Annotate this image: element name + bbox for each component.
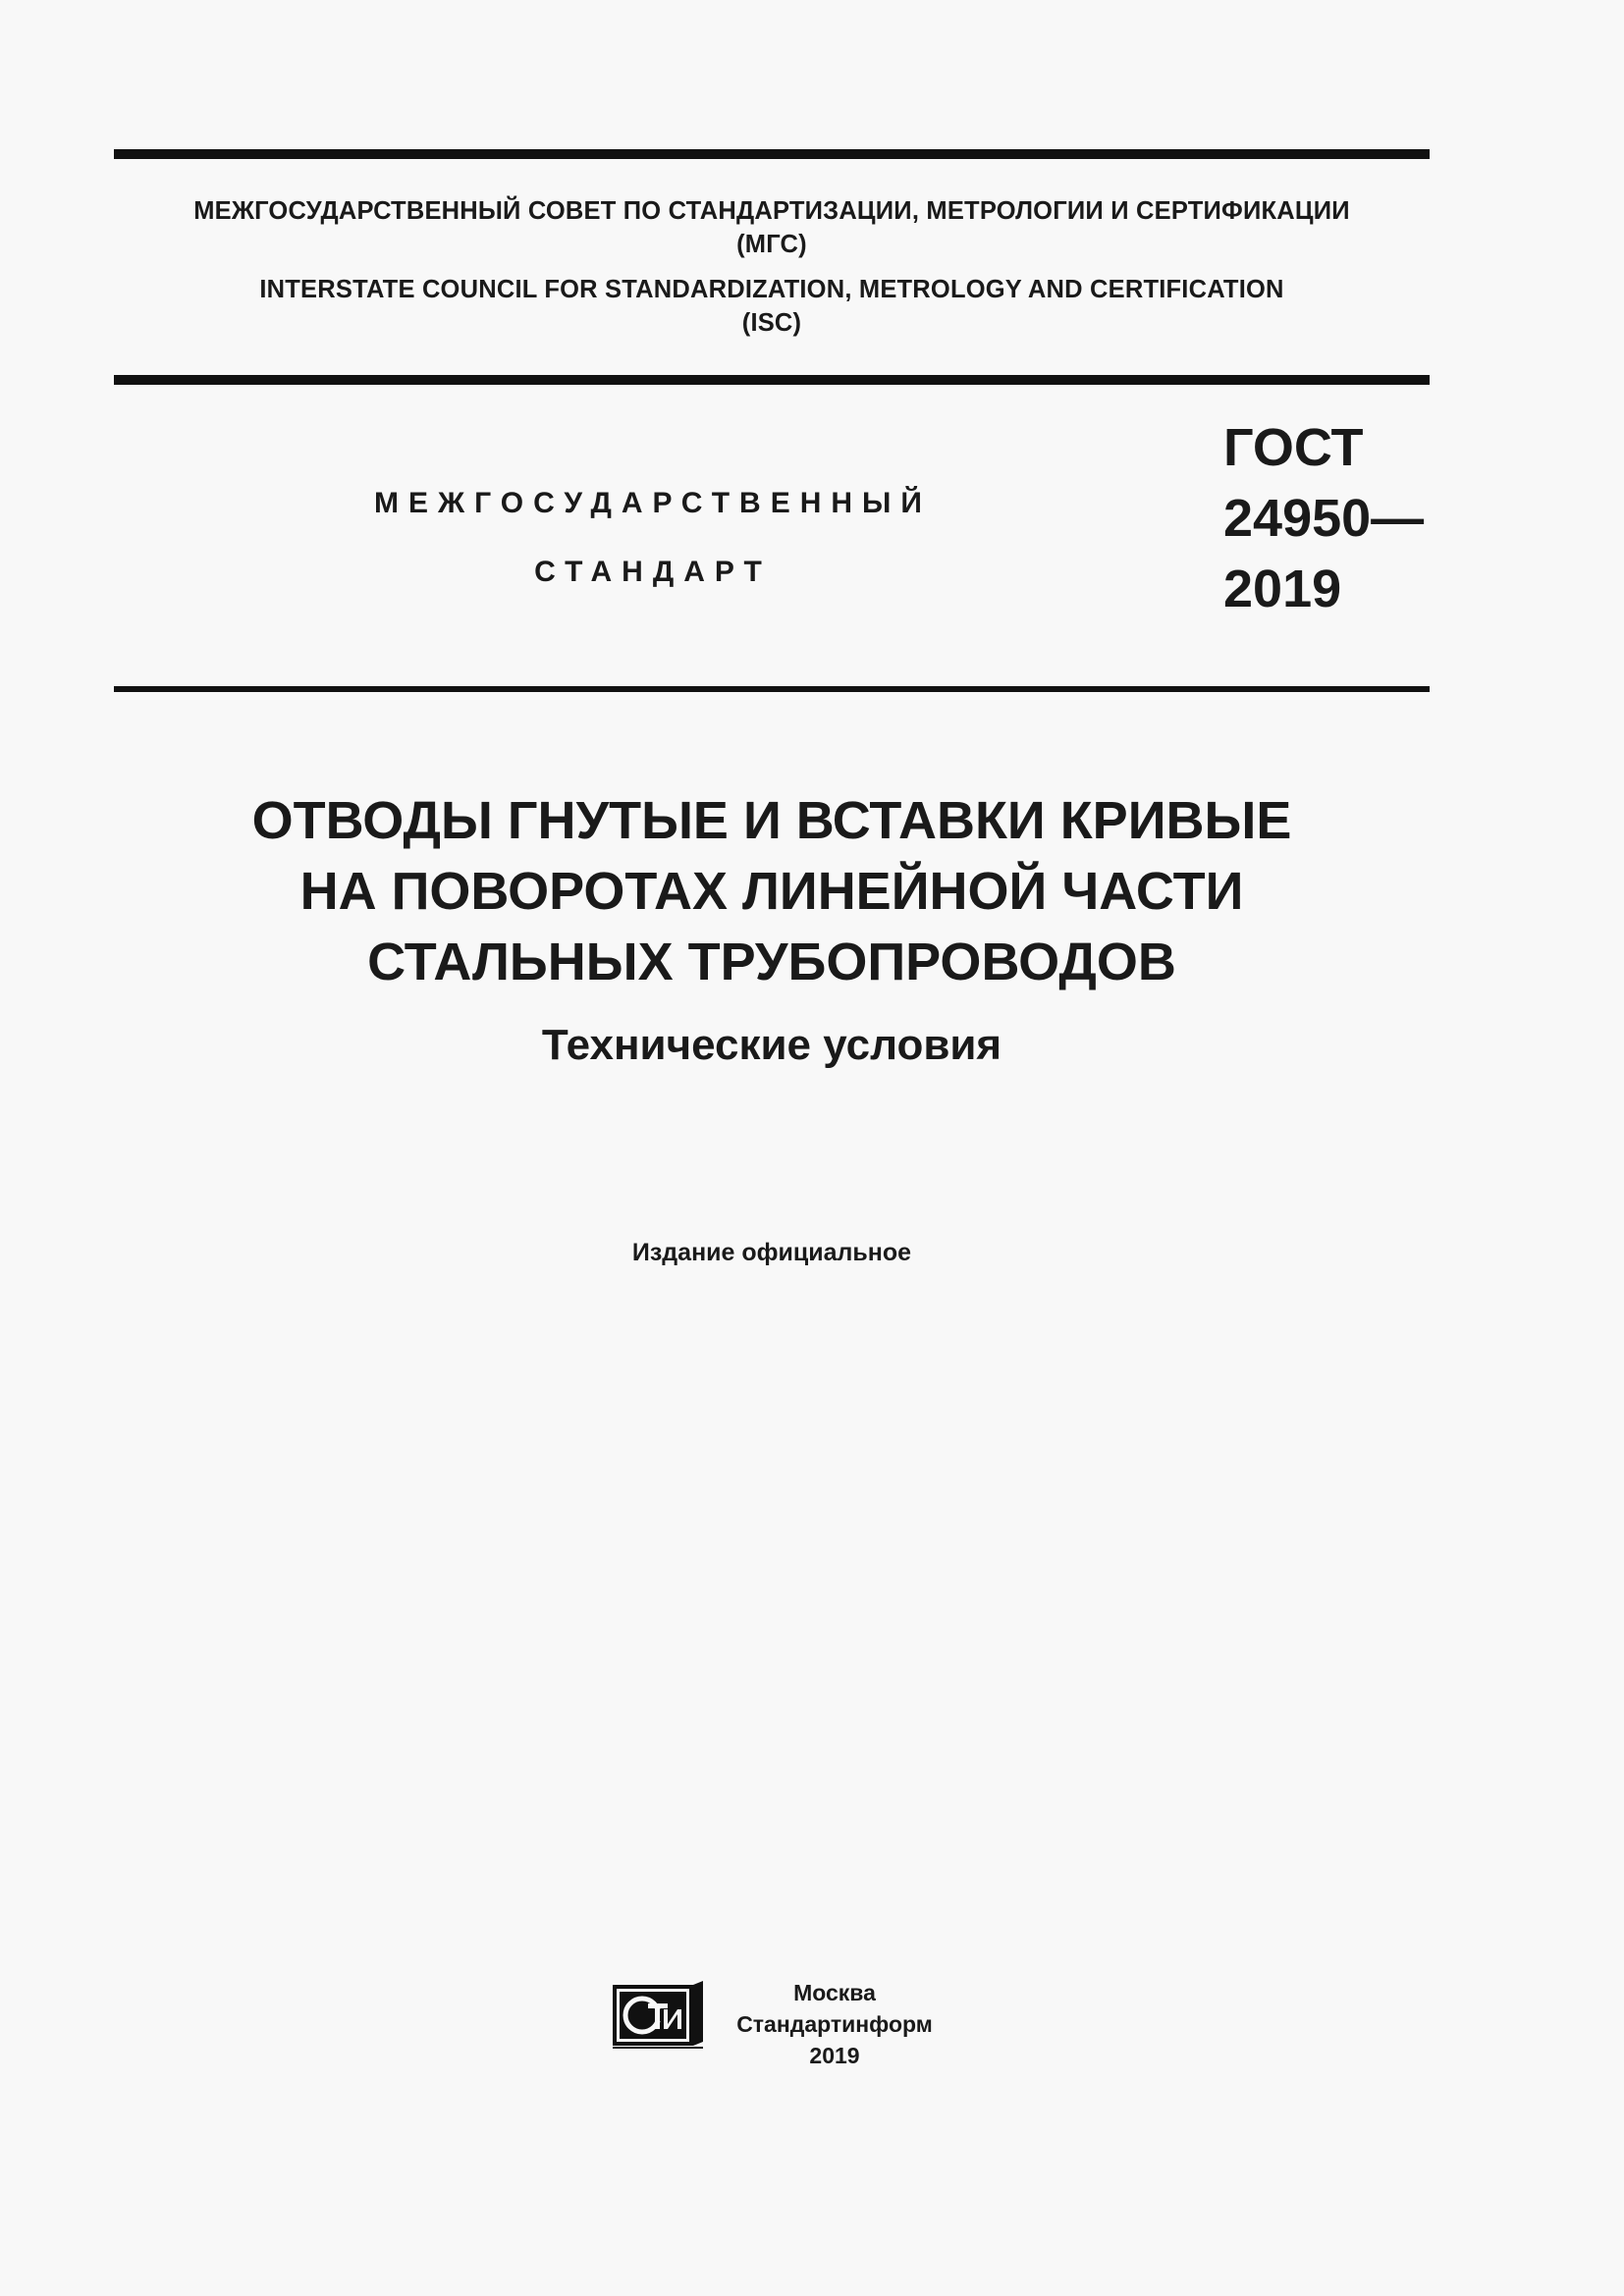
publisher-city: Москва: [793, 1980, 876, 2005]
council-name-ru: [114, 194, 1430, 261]
standartinform-logo-icon: [611, 1979, 705, 2052]
lower-divider: [114, 686, 1430, 692]
council-ru-line1: МЕЖГОСУДАРСТВЕННЫЙ СОВЕТ ПО СТАНДАРТИЗАЦИИ, МЕТРОЛОГИИ И СЕРТИФИКАЦИИ: [193, 197, 1350, 225]
publisher-imprint: [727, 1977, 943, 2071]
middle-divider: [114, 375, 1430, 385]
council-name-en: [114, 273, 1430, 340]
standard-type-line2: СТАНДАРТ: [534, 556, 772, 588]
council-en-abbr: (ISC): [741, 309, 802, 337]
document-title: [114, 785, 1430, 997]
top-divider: [114, 149, 1430, 159]
title-line2: НА ПОВОРОТАХ ЛИНЕЙНОЙ ЧАСТИ: [299, 862, 1244, 921]
document-subtitle: Технические условия: [541, 1021, 1002, 1069]
edition-note: Издание официальное: [631, 1239, 912, 1266]
publication-year: 2019: [809, 2043, 860, 2068]
title-line1: ОТВОДЫ ГНУТЫЕ И ВСТАВКИ КРИВЫЕ: [251, 791, 1292, 850]
title-line3: СТАЛЬНЫХ ТРУБОПРОВОДОВ: [367, 933, 1176, 991]
designation-prefix: ГОСТ: [1223, 418, 1364, 477]
standard-designation: [1223, 412, 1424, 624]
standard-type: [334, 469, 972, 607]
designation-number: 24950—: [1223, 489, 1425, 548]
designation-year: 2019: [1223, 560, 1342, 618]
council-ru-abbr: (МГС): [736, 231, 807, 258]
council-en-line1: INTERSTATE COUNCIL FOR STANDARDIZATION, METROLOGY AND CERTIFICATION: [259, 276, 1284, 303]
standard-type-line1: МЕЖГОСУДАРСТВЕННЫЙ: [374, 487, 932, 519]
publisher-name: Стандартинформ: [736, 2011, 933, 2037]
